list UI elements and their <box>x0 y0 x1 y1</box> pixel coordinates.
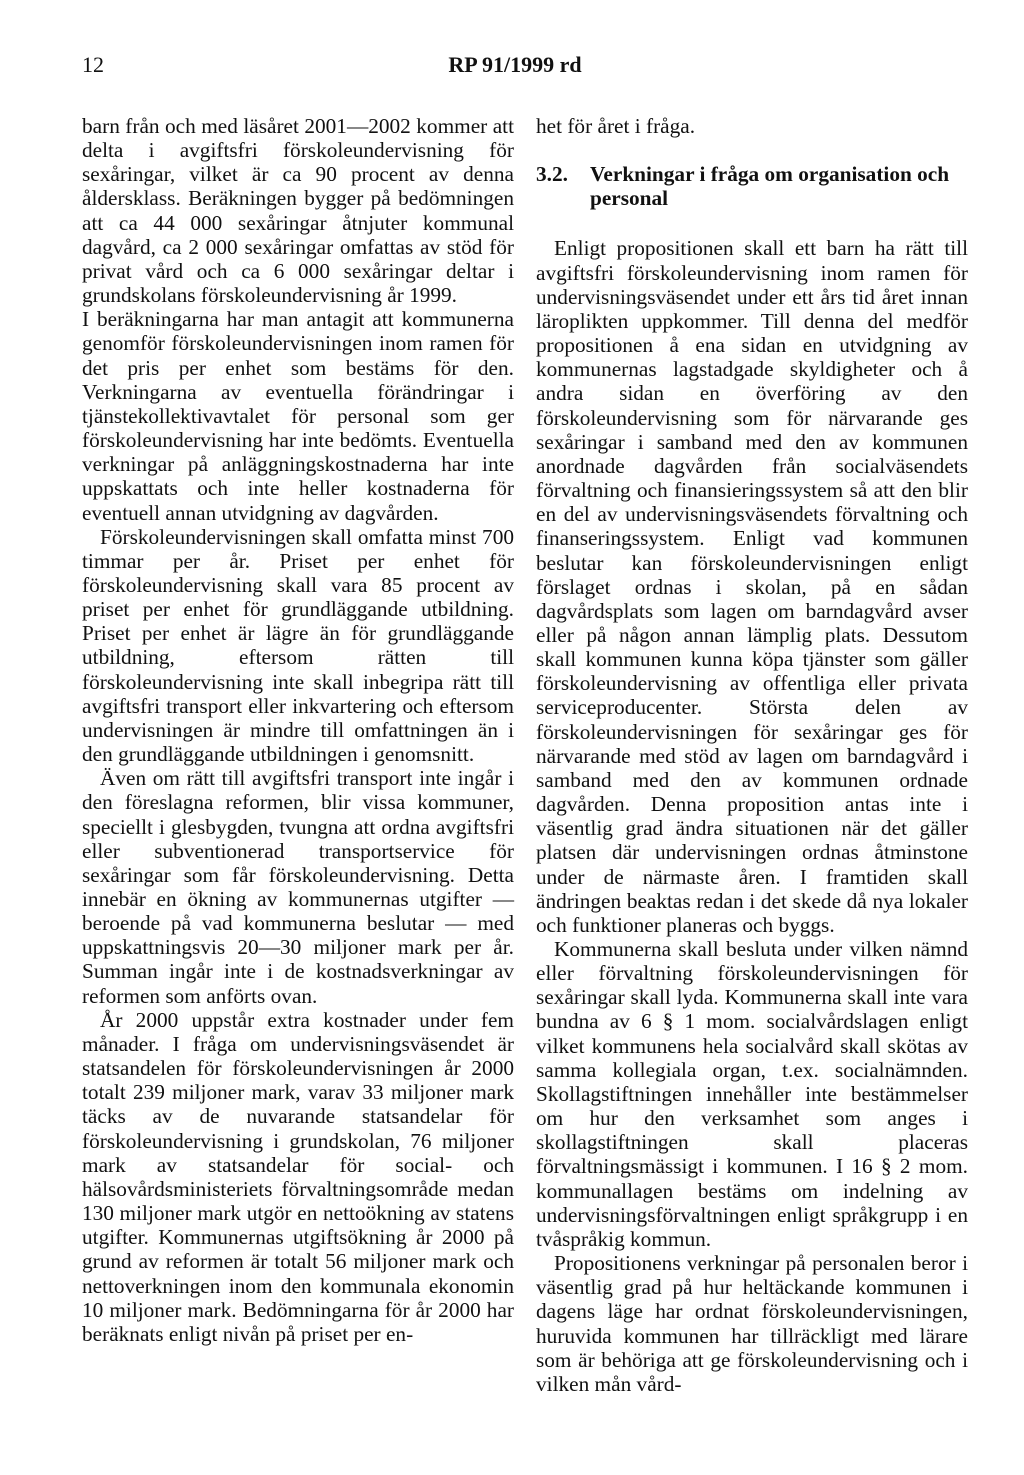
paragraph: Propositionens verkningar på personalen beror i väsentlig grad på hur heltäckande kommunen i dagens läge har ordnat förskoleundervisningen, huruvida kommunen har tillräckligt med lärare som är behöriga att ge förskoleundervisning och i vilken mån vård- <box>536 1251 968 1396</box>
continuation-text: het för året i fråga. <box>536 114 696 138</box>
paragraph: Även om rätt till avgiftsfri transport inte ingår i den föreslagna reformen, blir vissa kommuner, speciellt i glesbygden, tvungna att ordna avgiftsfri eller subventionerad transportservice för sexåringar som får förskoleundervisning. Detta innebär en ökning av kommunernas utgifter — beroende på vad kommunerna beslutar — med uppskattningsvis 20—30 miljoner mark per år. Summan ingår inte i de kostnadsverkningar av reformen som anförts ovan. <box>82 766 514 1008</box>
right-column <box>536 114 968 1396</box>
paragraph: barn från och med läsåret 2001—2002 kommer att delta i avgiftsfri förskoleundervisning för sexåringar, vilket är ca 90 procent av denna åldersklass. Beräkningen bygger på bedömningen att ca 44 000 sexåringar åtnjuter kommunal dagvård, ca 2 000 sexåringar omfattas av stöd för privat vård och ca 6 000 sexåringar deltar i grundskolans förskoleundervisning år 1999. <box>82 114 514 308</box>
paragraph: Förskoleundervisningen skall omfatta minst 700 timmar per år. Priset per enhet för förskoleundervisning skall vara 85 procent av priset per enhet för grundläggande utbildning. Priset per enhet är lägre än för grundläggande utbildning, eftersom rätten till förskoleundervisning inte skall inbegripa rätt till avgiftsfri transport eller inkvartering och eftersom undervisningen är mindre till omfattningen än i den grundläggande utbildningen i genomsnitt. <box>82 524 514 767</box>
page-number: 12 <box>82 52 104 77</box>
section-title: Verkningar i fråga om organisation och personal <box>590 162 950 211</box>
section-number: 3.2. <box>536 162 568 187</box>
page-header <box>82 52 948 82</box>
paragraph: Enligt propositionen skall ett barn ha rätt till avgiftsfri förskoleundervisning inom ramen för undervisningsväsendet under ett års tid året innan läroplikten uppkommer. Till denna del medför propositionen å ena sidan en utvidgning av kommunernas lagstadgade skyldigheter och å andra sidan en överföring av den förskoleundervisning som för närvarande ges sexåringar i samband med den av kommunen anordnade dagvården från socialväsendets förvaltning och finansieringssystem så att den blir en del av undervisningsväsendets förvaltning och finanseringssystem. Enligt vad kommunen beslutar kan förskoleundervisningen enligt förslaget ordnas i skolan, på en sådan dagvårdsplats som lagen om barndagvård avser eller på någon annan lämplig plats. Dessutom skall kommunen kunna köpa tjänster som gäller förskoleundervisning av offentliga eller privata serviceproducenter. Största delen av förskoleundervisningen för sexåringar ges för närvarande med stöd av lagen om barndagvård i samband med den av kommunen ordnade dagvården. Denna proposition antas inte i väsentlig grad ändra situationen när det gäller platsen där undervisningen ordnas åtminstone under de närmaste åren. I framtiden skall ändringen beaktas redan i det skede då nya lokaler och funktioner planeras och byggs. <box>536 236 968 937</box>
paragraph: År 2000 uppstår extra kostnader under fem månader. I fråga om undervisningsväsendet är statsandelen för förskoleundervisningen år 2000 totalt 239 miljoner mark, varav 33 miljoner mark täcks av de nuvarande statsandelar för förskoleundervisning i grundskolan, 76 miljoner mark av statsandelar för social- och hälsovårdsministeriets förvaltningsområde medan 130 miljoner mark utgör en nettoökning av statens utgifter. Kommunernas utgiftsökning år 2000 på grund av reformen är totalt 56 miljoner mark och nettoverkningen inom den kommunala ekonomin 10 miljoner mark. Bedömningarna för år 2000 har beräknats enligt nivån på priset per en- <box>82 1007 514 1346</box>
paragraph: Kommunerna skall besluta under vilken nämnd eller förvaltning förskoleundervisningen för sexåringar skall lyda. Kommunerna skall inte vara bundna av 6 § 1 mom. socialvårdslagen enligt vilket kommunens hela socialvård skall skötas av samma kollegiala organ, t.ex. socialnämnden. Skollagstiftningen innehåller inte bestämmelser om hur den verksamhet som anges i skollagstiftningen skall placeras förvaltningsmässigt i kommunen. I 16 § 2 mom. kommunallagen bestäms om indelning av undervisningsförvaltningen enligt språkgrupp i en tvåspråkig kommun. <box>536 937 968 1251</box>
section-heading <box>536 162 968 210</box>
left-column <box>82 114 514 1346</box>
document-reference: RP 91/1999 rd <box>448 52 582 77</box>
paragraph: I beräkningarna har man antagit att kommunerna genomför förskoleundervisningen inom ramen för det pris per enhet som bestäms för den. Verkningarna av eventuella förändringar i tjänstekollektivavtalet för personal som ger förskoleundervisning har inte bedömts. Eventuella verkningar på anläggningskostnaderna har inte uppskattats och inte heller kostnaderna för eventuell annan utvidgning av dagvården. <box>82 307 514 525</box>
